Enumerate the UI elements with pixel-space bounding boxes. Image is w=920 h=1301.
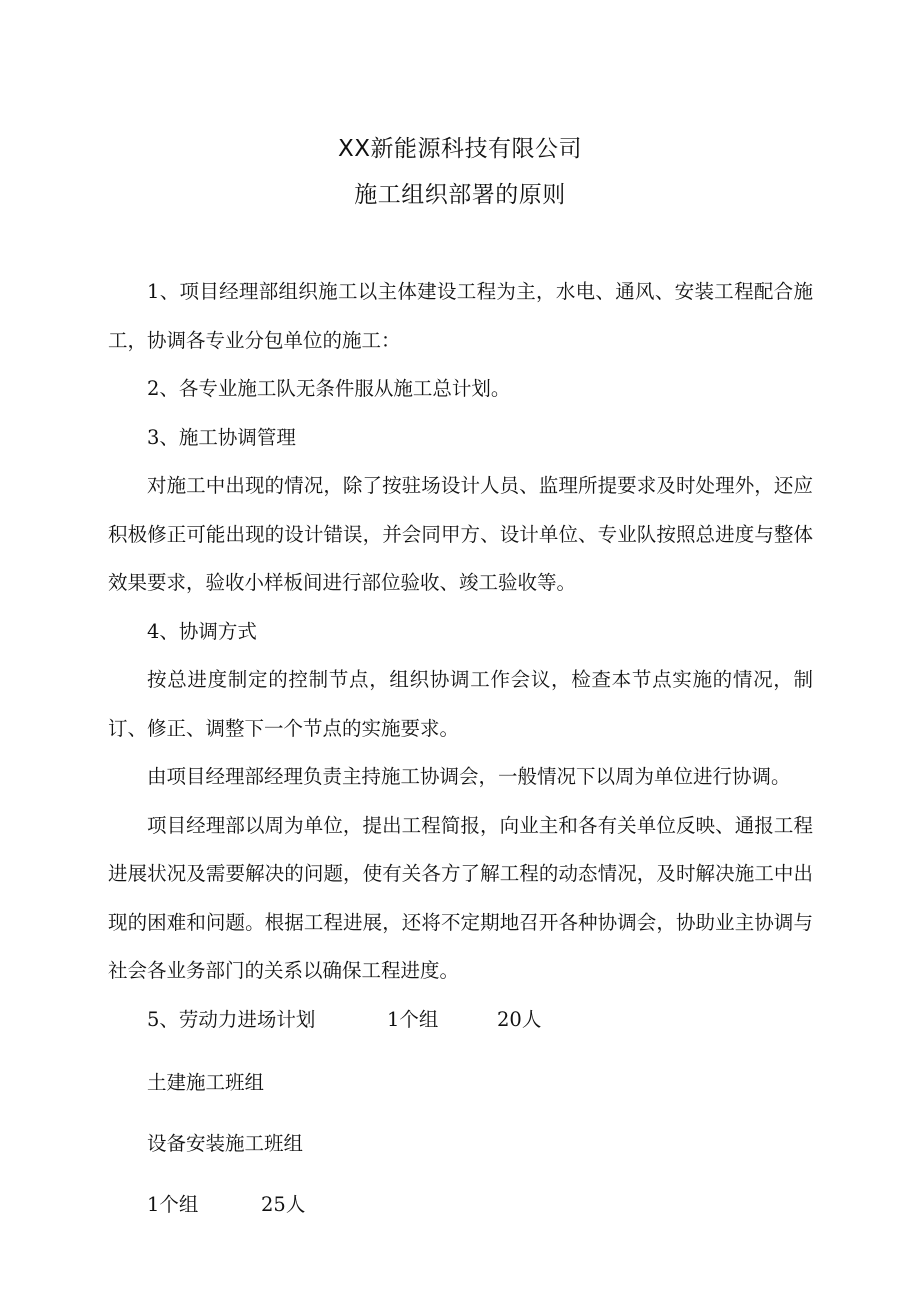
team-equipment: 设备安装施工班组 — [147, 1132, 304, 1155]
document-title: 施工组织部署的原则 — [354, 182, 566, 208]
paragraph-5-heading: 4、协调方式 — [147, 619, 257, 643]
company-name: XX新能源科技有限公司 — [337, 136, 582, 162]
team-civil: 土建施工班组 — [147, 1071, 265, 1094]
document-body — [108, 268, 813, 1235]
labor-plan-row — [108, 996, 813, 1045]
labor-plan-heading: 5、劳动力进场计划 — [147, 1007, 316, 1031]
paragraph-3-heading: 3、施工协调管理 — [147, 425, 296, 449]
labor-row-2 — [108, 1174, 813, 1235]
labor-groups-1: 1个组 — [387, 1007, 439, 1031]
labor-groups-2: 1个组 — [147, 1193, 199, 1216]
paragraph-7: 由项目经理部经理负责主持施工协调会，一般情况下以周为单位进行协调。 — [147, 765, 791, 788]
paragraph-1: 1、项目经理部组织施工以主体建设工程为主，水电、通风、安装工程配合施工，协调各专业分包单位的施工： — [108, 280, 813, 352]
paragraph-8: 项目经理部以周为单位，提出工程简报，向业主和各有关单位反映、通报工程进展状况及需要解决的问题，使有关各方了解工程的动态情况，及时解决施工中出现的困难和问题。根据工程进展，还将不定期地召开各种协调会，协助业主协调与社会各业务部门的关系以确保工程进度。 — [108, 813, 813, 982]
paragraph-6: 按总进度制定的控制节点，组织协调工作会议，检查本节点实施的情况，制订、修正、调整下一个节点的实施要求。 — [108, 668, 813, 740]
paragraph-4: 对施工中出现的情况，除了按驻场设计人员、监理所提要求及时处理外，还应积极修正可能出现的设计错误，并会同甲方、设计单位、专业队按照总进度与整体效果要求，验收小样板间进行部位验收、竣工验收等。 — [108, 474, 813, 594]
title-block — [0, 126, 920, 218]
spacer — [108, 1044, 813, 1052]
paragraph-2: 2、各专业施工队无条件服从施工总计划。 — [147, 377, 511, 400]
labor-people-2: 25人 — [261, 1193, 306, 1216]
labor-people-1: 20人 — [497, 1007, 542, 1031]
